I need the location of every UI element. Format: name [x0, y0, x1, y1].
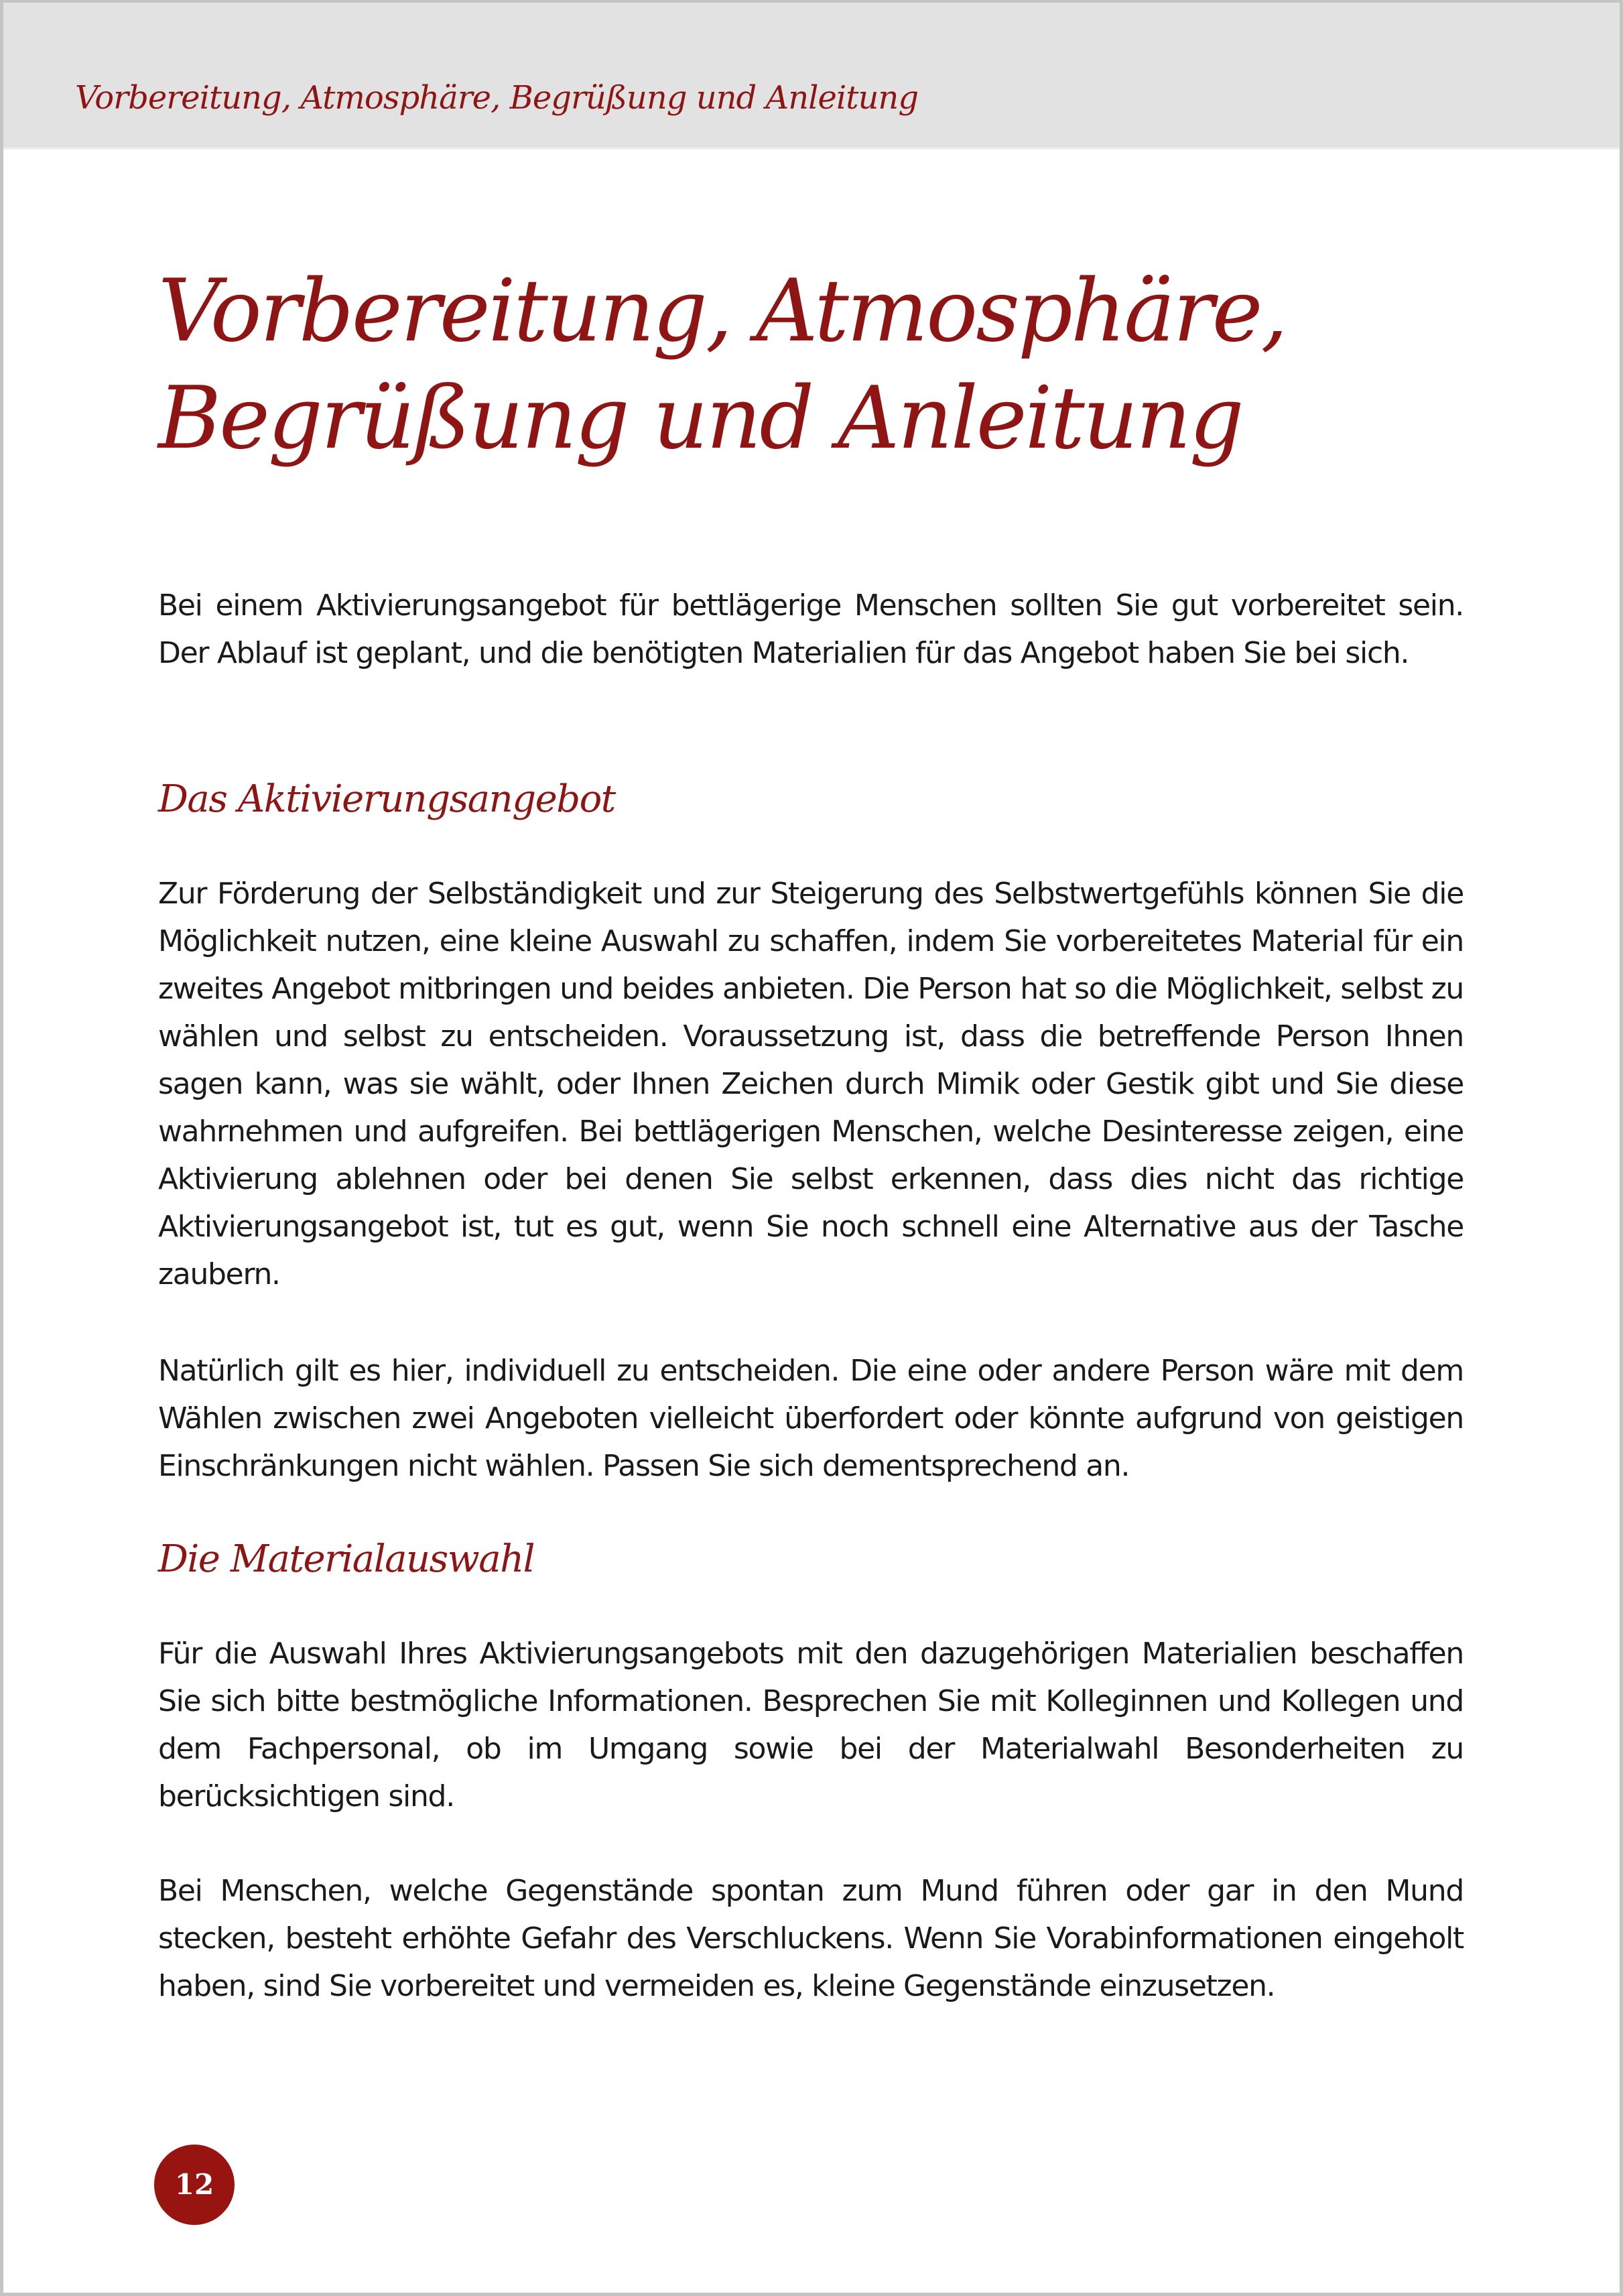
intro-paragraph: Bei einem Aktivierungsangebot für bettlägerige Menschen sollten Sie gut vorbereitet sein. Der Ablauf ist geplant, und die benötigten Materialien für das Angebot haben Sie bei sich.	[158, 588, 1464, 670]
page-number: 12	[174, 2168, 214, 2201]
section-aktivierungsangebot	[158, 776, 1464, 823]
chapter-title-line-2: Begrüßung und Anleitung	[158, 369, 1242, 468]
running-header-title: Vorbereitung, Atmosphäre, Begrüßung und Anleitung	[75, 79, 919, 117]
body-paragraph: Natürlich gilt es hier, individuell zu entscheiden. Die eine oder andere Person wäre mit dem Wählen zwischen zwei Angeboten vielleicht überfordert oder könnte aufgrund von geistigen Einschränkungen nicht wählen. Passen Sie sich dementsprechend an.	[158, 1354, 1464, 1483]
section-heading: Die Materialauswahl	[158, 1537, 535, 1581]
section-materialauswahl-body	[158, 1630, 1464, 1820]
body-paragraph: Für die Auswahl Ihres Aktivierungsangebots mit den dazugehörigen Materialien beschaffen Sie sich bitte bestmögliche Informationen. Besprechen Sie mit Kolleginnen und Kollegen und dem Fachpersonal, ob im Umgang sowie bei der Materialwahl Besonderheiten zu berücksichtigen sind.	[158, 1637, 1464, 1813]
body-paragraph: Bei Menschen, welche Gegenstände spontan zum Mund führen oder gar in den Mund stecken, besteht erhöhte Gefahr des Verschluckens. Wenn Sie Vorabinformationen eingeholt haben, sind Sie vorbereitet und vermeiden es, kleine Gegenstände einzusetzen.	[158, 1874, 1464, 2003]
section-materialauswahl	[158, 1536, 1464, 1583]
intro-block	[158, 582, 1464, 677]
section-materialauswahl-body-2	[158, 1867, 1464, 2010]
section-aktivierungsangebot-body-2	[158, 1347, 1464, 1490]
body-paragraph: Zur Förderung der Selbständigkeit und zur Steigerung des Selbstwertgefühls können Sie die Möglichkeit nutzen, eine kleine Auswahl zu schaffen, indem Sie vorbereitetes Material für ein zweites Angebot mitbringen und beides anbieten. Die Person hat so die Möglichkeit, selbst zu wählen und selbst zu entscheiden. Voraussetzung ist, dass die betreffende Person Ihnen sagen kann, was sie wählt, oder Ihnen Zeichen durch Mimik oder Gestik gibt und Sie diese wahrnehmen und aufgreifen. Bei bettlägerigen Menschen, welche Desinteresse zeigen, eine Aktivierung ablehnen oder bei denen Sie selbst erkennen, dass dies nicht das richtige Aktivierungsangebot ist, tut es gut, wenn Sie noch schnell eine Alternative aus der Tasche zaubern.	[158, 877, 1464, 1291]
page-number-badge	[154, 2145, 235, 2225]
chapter-title-line-1: Vorbereitung, Atmosphäre,	[158, 261, 1287, 361]
section-heading: Das Aktivierungsangebot	[158, 777, 615, 821]
section-aktivierungsangebot-body	[158, 870, 1464, 1298]
running-header	[0, 0, 1623, 149]
chapter-title	[158, 258, 1431, 472]
